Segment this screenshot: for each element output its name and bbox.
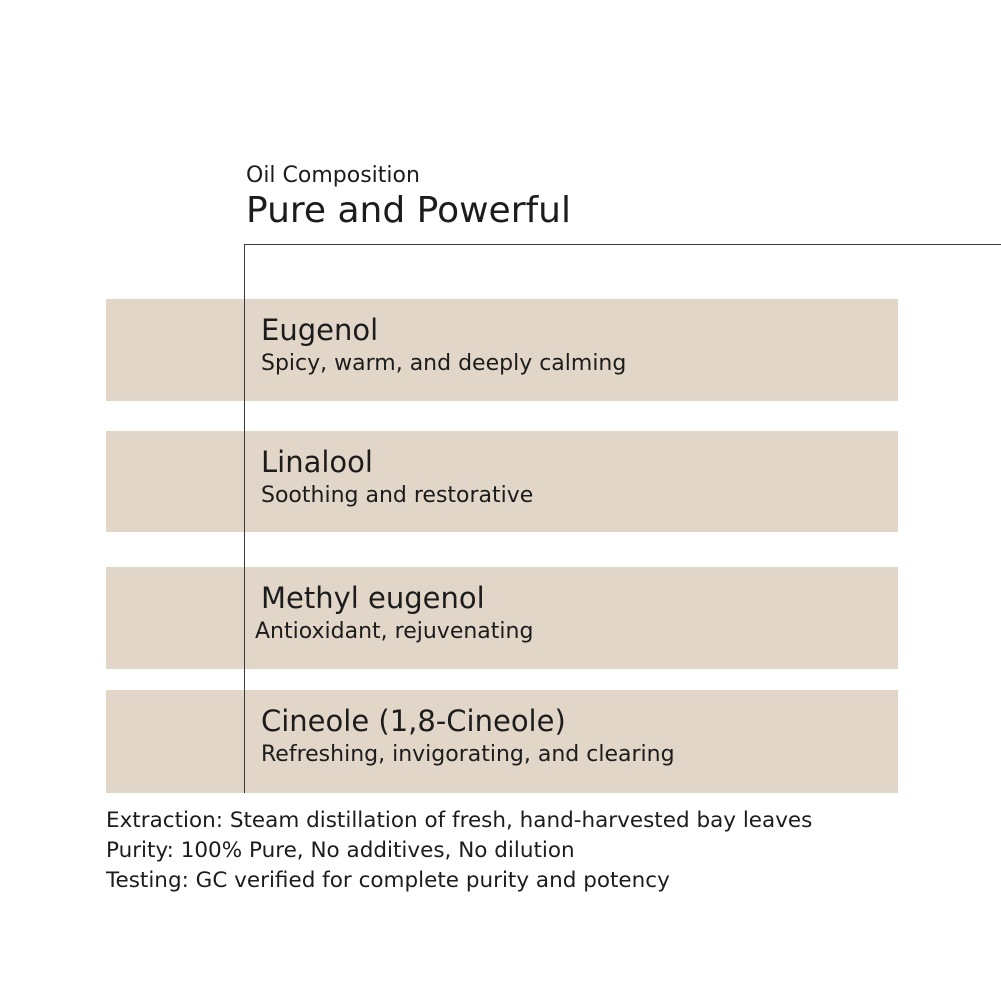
component-description: Soothing and restorative [261,483,534,508]
component-band-methyl-eugenol [106,567,898,669]
component-description: Antioxidant, rejuvenating [255,619,534,644]
component-description: Spicy, warm, and deeply calming [261,351,627,376]
fact-testing: Testing: GC verified for complete purity and potency [106,868,670,893]
product-facts [106,806,812,896]
fact-purity: Purity: 100% Pure, No additives, No dilution [106,838,575,863]
component-name: Eugenol [261,313,379,347]
component-name: Linalool [261,445,373,479]
component-name: Cineole (1,8-Cineole) [261,704,566,738]
horizontal-divider [244,244,1001,245]
section-eyebrow: Oil Composition [246,163,420,188]
component-band-linalool [106,431,898,532]
component-band-eugenol [106,299,898,401]
page-title: Pure and Powerful [246,190,572,231]
component-name: Methyl eugenol [261,581,485,615]
component-band-cineole [106,690,898,793]
component-description: Refreshing, invigorating, and clearing [261,742,675,767]
vertical-divider [244,244,245,793]
fact-extraction: Extraction: Steam distillation of fresh, hand-harvested bay leaves [106,808,813,833]
